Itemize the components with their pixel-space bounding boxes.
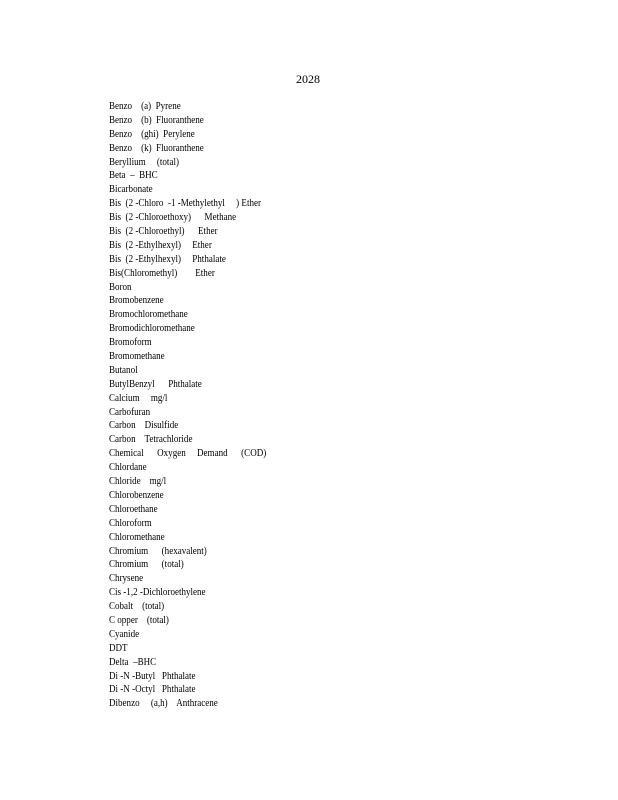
chemical-item: Bis (2 -Chloroethyl) Ether xyxy=(109,226,218,238)
chemical-item: Bromobenzene xyxy=(109,295,164,307)
chemical-item: Calcium mg/l xyxy=(109,392,168,404)
chemical-item: DDT xyxy=(109,642,128,654)
chemical-item: Benzo (b) Fluoranthene xyxy=(109,114,204,126)
chemical-item: Chloride mg/l xyxy=(109,476,167,488)
chemical-item: Bis (2 -Ethylhexyl) Phthalate xyxy=(109,253,226,265)
chemical-item: Bromoform xyxy=(109,337,152,349)
chemical-item: Benzo (k) Fluoranthene xyxy=(109,142,204,154)
chemical-item: Chrysene xyxy=(109,573,144,585)
chemical-item: Butanol xyxy=(109,364,138,376)
chemical-item: Cyanide xyxy=(109,628,140,640)
chemical-item: Bis(Chloromethyl) Ether xyxy=(109,267,215,279)
chemical-item: Chloromethane xyxy=(109,531,165,543)
chemical-item: Chloroform xyxy=(109,517,152,529)
chemical-item: Boron xyxy=(109,281,132,293)
chemical-list xyxy=(109,100,292,711)
chemical-item: Cobalt (total) xyxy=(109,601,165,613)
chemical-item: Bromomethane xyxy=(109,351,165,363)
chemical-item: Delta –BHC xyxy=(109,656,157,668)
chemical-item: Bis (2 -Ethylhexyl) Ether xyxy=(109,239,212,251)
chemical-item: Carbon Disulfide xyxy=(109,420,179,432)
chemical-item: Di -N -Octyl Phthalate xyxy=(109,684,196,696)
chemical-item: Bis (2 -Chloroethoxy) Methane xyxy=(109,212,237,224)
chemical-item: Carbofuran xyxy=(109,406,151,418)
chemical-item: Cis -1,2 -Dichloroethylene xyxy=(109,587,206,599)
chemical-item: Chloroethane xyxy=(109,503,158,515)
chemical-item: Chromium (total) xyxy=(109,559,184,571)
chemical-item: ButylBenzyl Phthalate xyxy=(109,378,202,390)
chemical-item: Chlordane xyxy=(109,462,147,474)
chemical-item: Beryllium (total) xyxy=(109,156,179,168)
page-number: 2028 xyxy=(296,72,320,86)
chemical-item: Di -N -Butyl Phthalate xyxy=(109,670,196,682)
chemical-item: Bromochloromethane xyxy=(109,309,188,321)
chemical-item: Carbon Tetrachloride xyxy=(109,434,193,446)
chemical-item: Benzo (ghi) Perylene xyxy=(109,128,195,140)
chemical-item: Bromodichloromethane xyxy=(109,323,195,335)
chemical-item: Bis (2 -Chloro -1 -Methylethyl ) Ether xyxy=(109,198,261,210)
chemical-item: Chemical Oxygen Demand (COD) xyxy=(109,448,267,460)
chemical-item: Beta – BHC xyxy=(109,170,158,182)
chemical-item: Benzo (a) Pyrene xyxy=(109,101,181,112)
chemical-item: Chlorobenzene xyxy=(109,489,164,501)
chemical-item: C opper (total) xyxy=(109,614,169,626)
chemical-item: Chromium (hexavalent) xyxy=(109,545,207,557)
chemical-item: Dibenzo (a,h) Anthracene xyxy=(109,698,218,710)
chemical-item: Bicarbonate xyxy=(109,184,153,196)
